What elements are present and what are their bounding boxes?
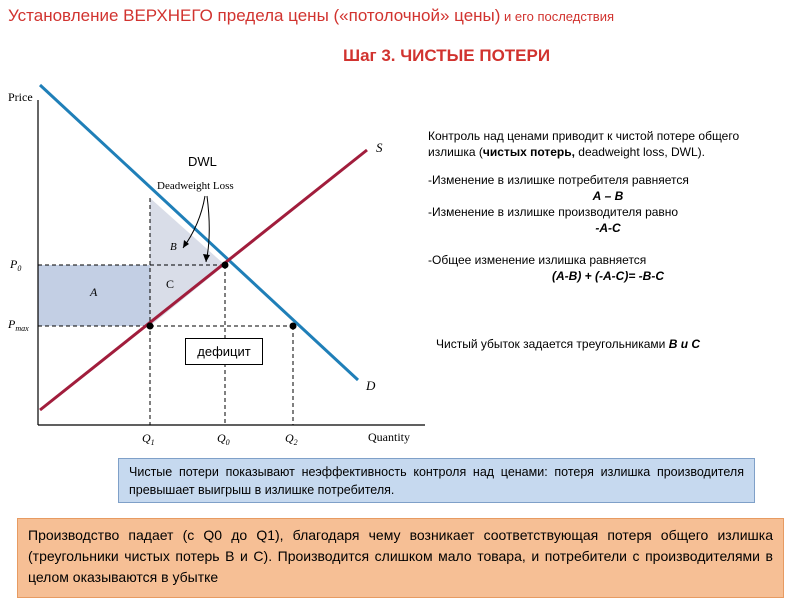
title-suffix: и его последствия — [500, 9, 614, 24]
region-a-label: A — [90, 285, 98, 299]
q0-label: $Q_0$ — [217, 431, 230, 447]
explanation-panel — [428, 128, 788, 352]
note-orange: Производство падает (с Q0 до Q1), благодаря чему возникает соответствующая потеря общего излишка (треугольники чистых потерь В и С). Производится слишком мало товара, и потребители с производителями в целом оказываются в убытке — [17, 518, 784, 598]
deficit-label: дефицит — [185, 338, 263, 365]
equilibrium-point — [222, 262, 229, 269]
step-title: Шаг 3. ЧИСТЫЕ ПОТЕРИ — [343, 46, 551, 65]
q1-label: $Q_1$ — [142, 431, 155, 447]
q1-point — [147, 323, 154, 330]
dwl-label: DWL — [188, 154, 217, 169]
p0-label: $P_0$ — [10, 257, 22, 273]
q2-point — [290, 323, 297, 330]
producer-change-text: -Изменение в излишке производителя равно — [428, 205, 679, 219]
loss-text: Чистый убыток задается треугольниками В и С — [436, 337, 701, 351]
consumer-change-value: А – В — [592, 189, 624, 203]
demand-label: D — [366, 378, 376, 393]
demand-curve — [40, 85, 358, 380]
note-blue: Чистые потери показывают неэффективность контроля над ценами: потеря излишка производителя превышает выигрыш в излишке потребителя. — [118, 458, 755, 503]
area-b — [150, 198, 225, 265]
producer-change-value: -А-С — [595, 221, 621, 235]
total-change-value: (А-В) + (-А-С)= -В-С — [552, 269, 664, 283]
title-main: Установление ВЕРХНЕГО предела цены («потолочной» цены) — [8, 6, 501, 25]
consumer-change-text: -Изменение в излишке потребителя равняется — [428, 173, 689, 187]
price-axis-label: Price — [8, 90, 33, 104]
q2-label: $Q_2$ — [285, 431, 298, 447]
deadweight-loss-label: Deadweight Loss — [157, 180, 234, 192]
quantity-axis-label: Quantity — [368, 430, 410, 444]
supply-label: S — [376, 140, 383, 155]
pmax-label: $P_{max}$ — [8, 317, 29, 333]
intro-text: Контроль над ценами приводит к чистой потере общего излишка (чистых потерь, deadweight loss, DWL). — [428, 129, 740, 159]
total-change-text: -Общее изменение излишка равняется — [428, 253, 647, 267]
area-c — [150, 265, 225, 326]
region-c-label: C — [166, 277, 175, 291]
region-b-label: B — [170, 241, 177, 253]
